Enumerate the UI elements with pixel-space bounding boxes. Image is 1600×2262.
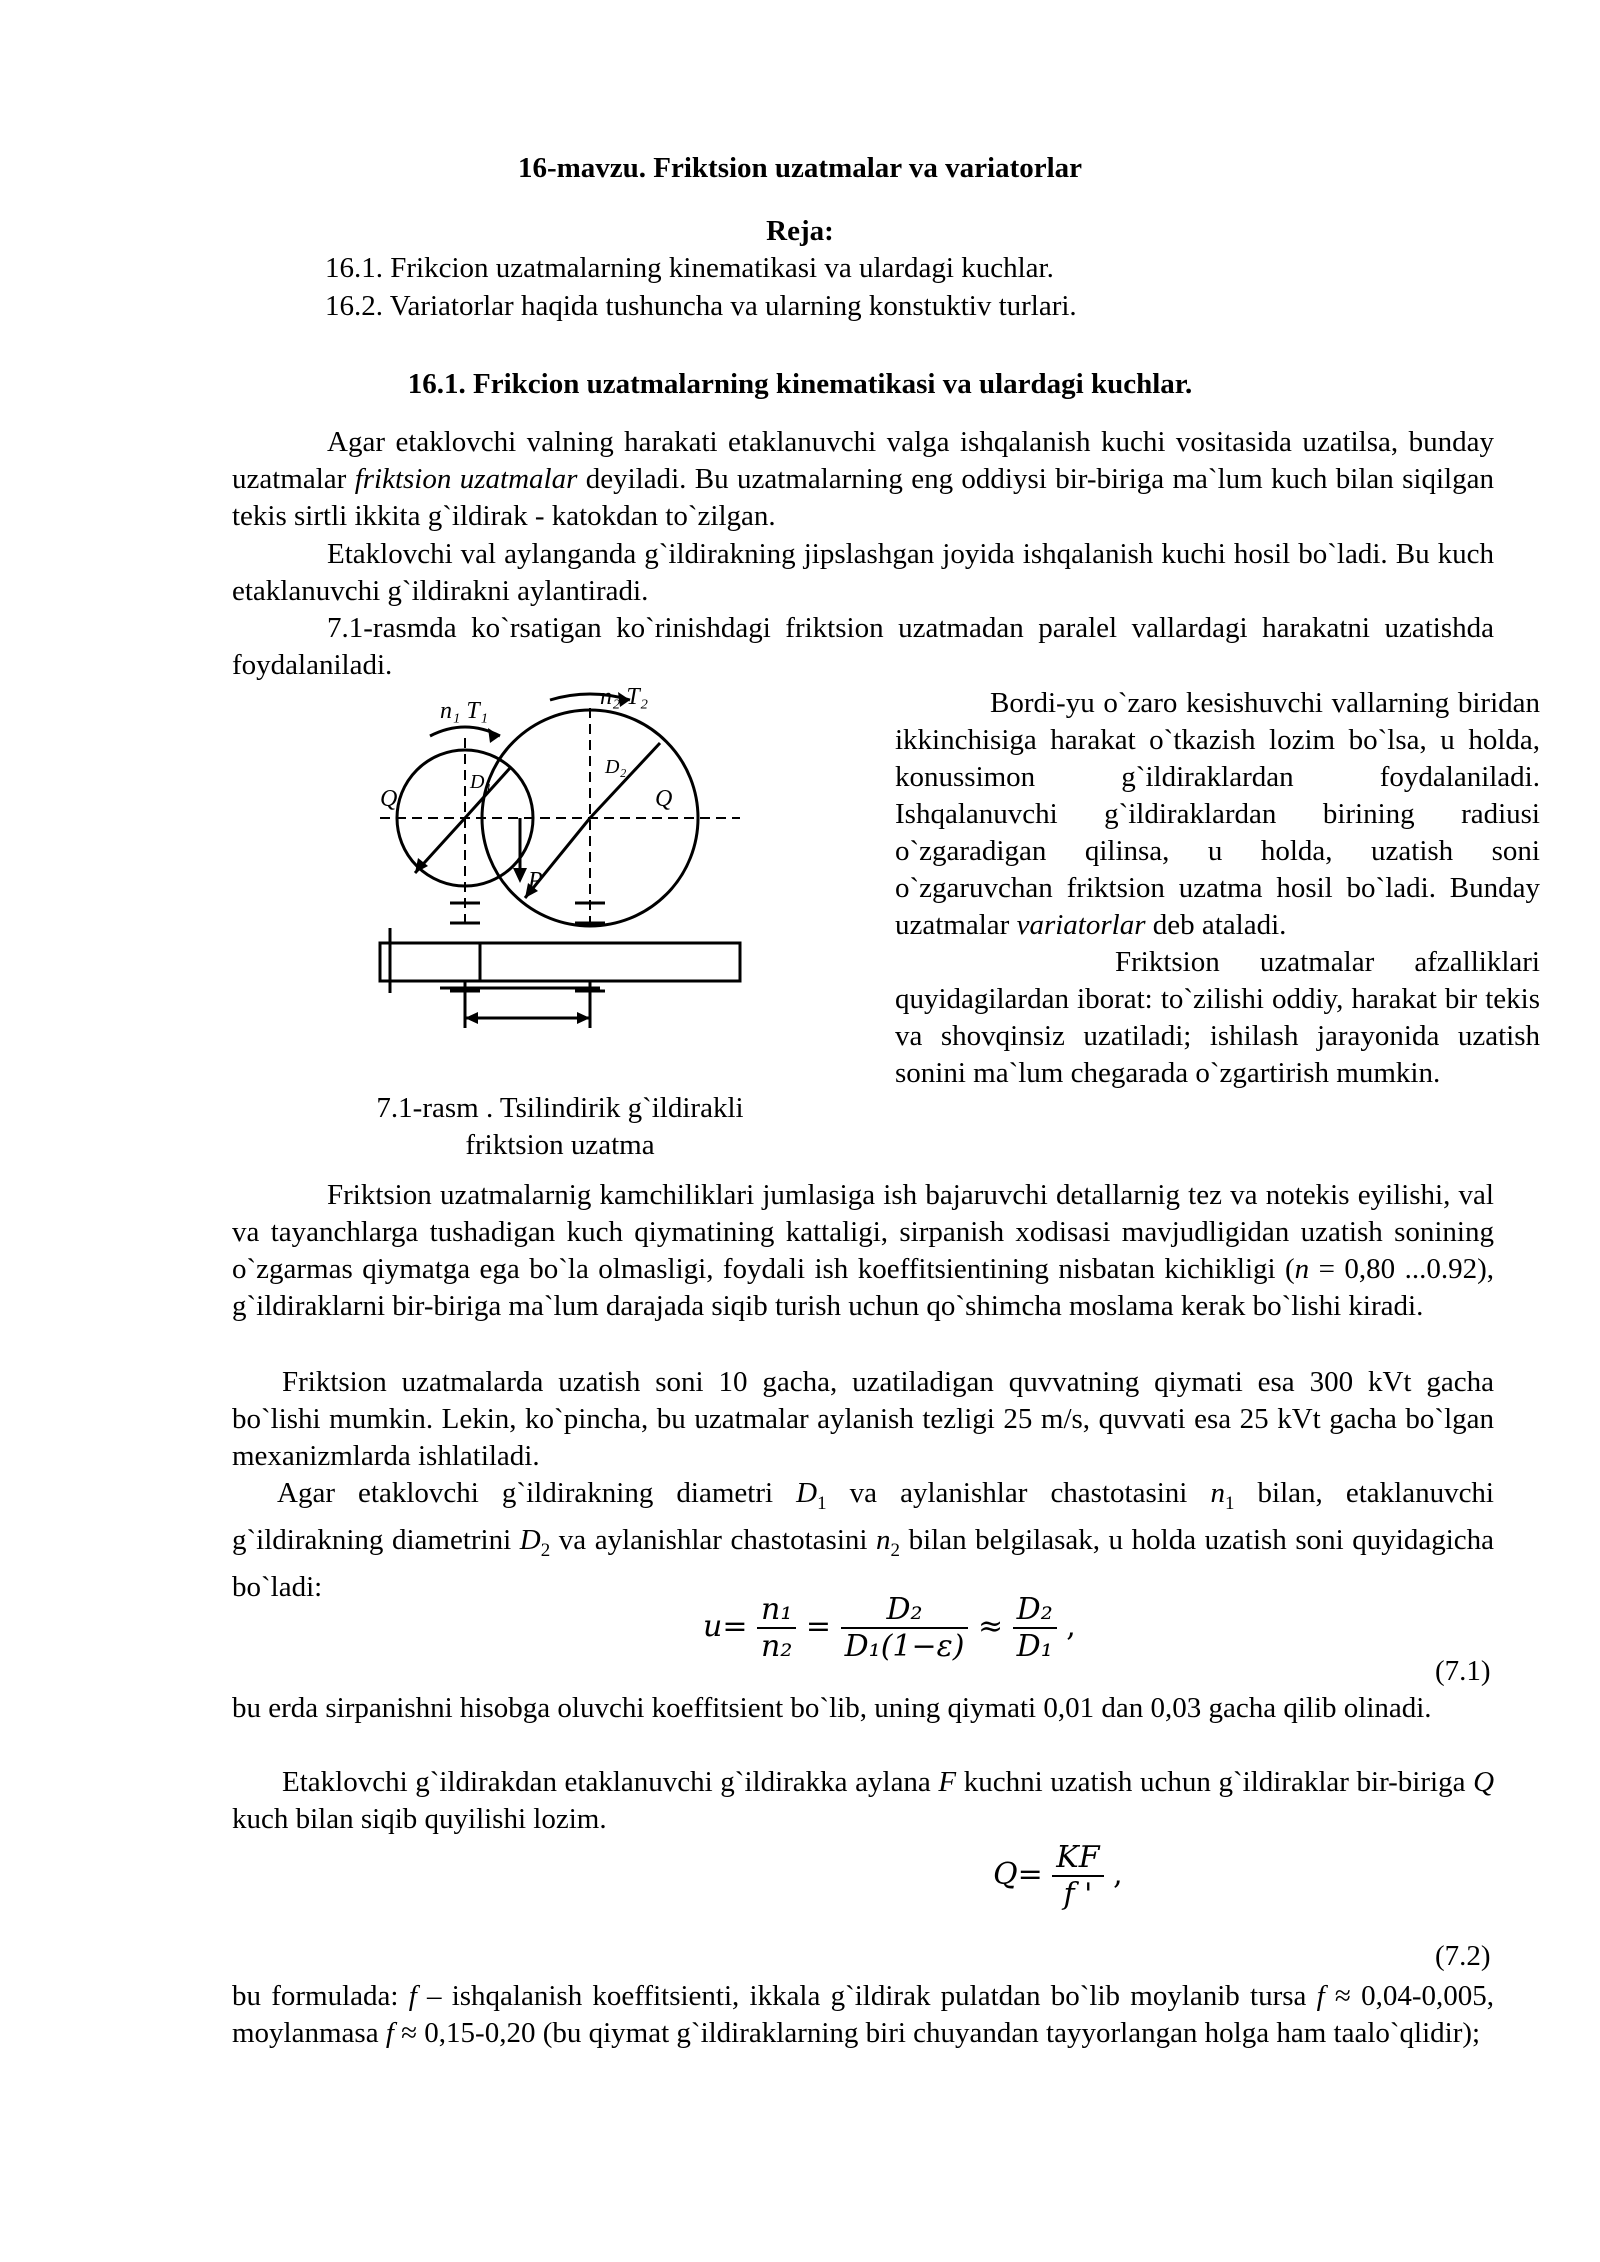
equation-number-7-1: (7.1) [1435,1655,1491,1687]
plan-item-1: 16.1. Frikcion uzatmalarning kinematikasi va ulardagi kuchlar. [325,252,1054,284]
label-left-top: n₁ T₁ [440,698,489,724]
paragraph-3: 7.1-rasmda ko`rsatigan ko`rinishdagi friktsion uzatmadan paralel vallardagi harakatni uzatishda foydalaniladi. [232,612,1494,681]
label-d2: D₂ [605,756,627,778]
label-q-right: Q [655,786,673,812]
paragraph-8: Agar etaklovchi g`ildirakning diametri $D_1$ va aylanishlar chastotasini $n_1$ bilan, etaklanuvchi g`ildirakning diametrini $D_2$ va aylanishlar chastotasini $n_2$ bilan belgilasak, u holda uzatish soni quyidagicha bo`ladi: [232,1477,1495,1603]
figure-caption: 7.1-rasm . Tsilindirik g`ildirakli friktsion uzatma [376,1092,744,1161]
paragraph-5: Friktsion uzatmalar afzalliklari quyidagilardan iborat: to`zilishi oddiy, harakat bir tekis va shovqinsiz uzatiladi; ishilash jarayonida uzatish sonini ma`lum chegarada o`zgartirish mumkin. [895,946,1540,1089]
equation-number-7-2: (7.2) [1435,1940,1491,1972]
paragraph-2: Etaklovchi val aylanganda g`ildirakning jipslashgan joyida ishqalanish kuchi hosil bo`ladi. Bu kuch etaklanuvchi g`ildirakni aylantiradi. [232,538,1494,607]
paragraph-9: bu erda sirpanishni hisobga oluvchi koeffitsient bo`lib, uning qiymati 0,01 dan 0,03 gacha qilib olinadi. [232,1692,1432,1724]
paragraph-11: bu formulada: f – ishqalanish koeffitsienti, ikkala g`ildirak pulatdan bo`lib moylanib tursa f ≈ 0,04-0,005, moylanmasa f ≈ 0,15-0,20 (bu qiymat g`ildiraklarning biri chuyandan tayyorlangan holga ham taalo`qlidir); [232,1980,1494,2049]
paragraph-7: Friktsion uzatmalarda uzatish soni 10 gacha, uzatiladigan quvvatning qiymati esa 300 kVt gacha bo`lishi mumkin. Lekin, ko`pincha, bu uzatmalar aylanish tezligi 25 m/s, quvvati esa 25 kVt gacha bo`lgan mexanizmlarda ishlatiladi. [232,1366,1494,1472]
formula-7-2: Q= $\frac{KF}{f '}$ , [993,1840,1123,1912]
label-d1: D₁ [470,771,492,793]
bed-frame [380,943,740,981]
plan-heading: Reja: [766,215,834,247]
friction-gear-figure [370,688,770,1048]
page-title: 16-mavzu. Friktsion uzatmalar va variatorlar [517,152,1083,184]
paragraph-10: Etaklovchi g`ildirakdan etaklanuvchi g`ildirakka aylana F kuchni uzatish uchun g`ildiraklar bir-biriga Q kuch bilan siqib quyilishi lozim. [232,1766,1495,1835]
section-heading: 16.1. Frikcion uzatmalarning kinematikasi va ulardagi kuchlar. [407,368,1193,400]
plan-item-2: 16.2. Variatorlar haqida tushuncha va ularning konstuktiv turlari. [325,290,1077,322]
paragraph-1: Agar etaklovchi valning harakati etaklanuvchi valga ishqalanish kuchi vositasida uzatilsa, bunday uzatmalar friktsion uzatmalar deyiladi. Bu uzatmalarning eng oddiysi bir-biriga ma`lum kuch bilan siqilgan tekis sirtli ikkita g`ildirak - katokdan to`zilgan. [232,426,1494,532]
label-right-top: n₂ T₂ [600,688,649,710]
formula-7-1: u= $\frac{\text{n₁}}{\text{n₂}}$ = $\frac{\text{D₂}}{\text{D₁(1−ε)}}$ ≈ $\frac{\text{D₂}}{\text{D₁}}$ , [703,1592,1076,1664]
paragraph-4: Bordi-yu o`zaro kesishuvchi vallarning biridan ikkinchisiga harakat o`tkazish lozim bo`lsa, u holda, konussimon g`ildiraklardan foydalaniladi. Ishqalanuvchi g`ildiraklardan birining radiusi o`zgaradigan qilinsa, u holda, uzatish soni o`zgaruvchan friktsion uzatma hosil bo`ladi. Bunday uzatmalar variatorlar deb ataladi. [895,687,1540,941]
paragraph-6: Friktsion uzatmalarnig kamchiliklari jumlasiga ish bajaruvchi detallarnig tez va notekis eyilishi, val va tayanchlarga tushadigan kuch qiymatining kattaligi, sirpanish xodisasi mavjudligidan uzatish sonining o`zgarmas qiymatga ega bo`la olmasligi, foydali ish koeffitsientining nisbatan kichikligi (n = 0,80 ...0.92), g`ildiraklarni bir-biriga ma`lum darajada siqib turish uchun qo`shimcha moslama kerak bo`lishi kiradi. [232,1179,1494,1322]
label-q-left: Q [380,786,398,812]
label-p: P [528,868,543,894]
